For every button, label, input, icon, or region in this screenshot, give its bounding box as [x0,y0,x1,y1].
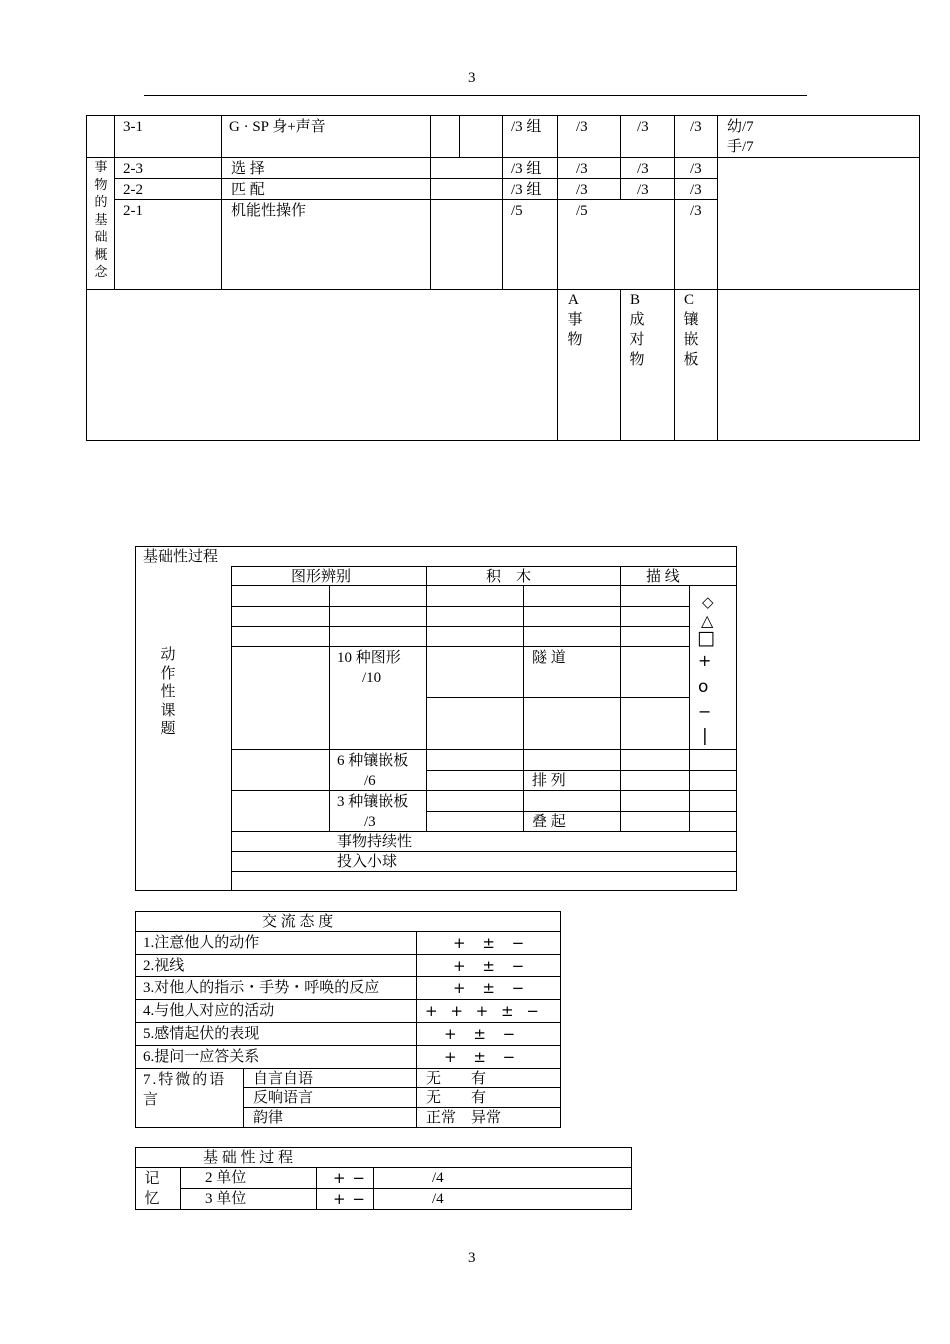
lang-row-3-value: 正常 异常 [426,1110,502,1126]
shapes-10-score: /10 [362,670,382,686]
row-2-3-code: 2-3 [123,161,143,177]
attitude-row-1-label: 1.注意他人的动作 [143,935,260,951]
motor-task-side-label: 动作性课题 [160,647,176,737]
arrange-label: 排 列 [532,773,566,789]
row-2-2-score-1: /3 组 [511,182,542,198]
inlay-3-score: /3 [364,814,376,830]
inlay-6-label: 6 种镶嵌板 [337,753,409,769]
header-rule [144,95,807,96]
row-3-1-note-2: 手/7 [727,139,754,155]
col-c-letter: C [684,292,695,308]
memory-row-2-score: /4 [432,1191,444,1207]
row-2-3-name: 选 择 [231,161,265,177]
lang-row-2-item: 反响语言 [253,1090,314,1106]
memory-row-1-score: /4 [432,1170,444,1186]
attitude-row-3-label: 3.对他人的指示・手势・呼唤的反应 [143,980,380,996]
row-3-1-name: G · SP 身+声音 [229,119,326,135]
col-c-text: 镶嵌板 [683,312,699,368]
attitude-row-6-label: 6.提问一应答关系 [143,1049,260,1065]
memory-row-2-item: 3 单位 [205,1191,247,1207]
footer-page-number: 3 [468,1250,476,1266]
minus-icon: − [698,702,712,721]
memory-row-1-item: 2 单位 [205,1170,247,1186]
insert-ball-label: 投入小球 [337,854,398,870]
shapes-10-label: 10 种图形 [337,650,401,666]
inlay-6-score: /6 [364,773,376,789]
row-2-3-score-4: /3 [690,161,702,177]
basic-concept-side-label: 事物的基础概念 [94,159,108,279]
lang-row-3-item: 韵律 [253,1110,284,1126]
row-3-1-score-1: /3 组 [511,119,542,135]
shape-discrimination-header: 图形辨别 [291,569,352,585]
row-3-1-score-4: /3 [690,119,702,135]
lang-row-1-value: 无 有 [426,1071,487,1087]
row-2-3-score-3: /3 [637,161,649,177]
row-2-2-score-3: /3 [637,182,649,198]
blocks-header: 积 木 [486,569,532,585]
col-b-letter: B [630,292,641,308]
col-b-text: 成对物 [629,312,645,368]
row-3-1-score-2: /3 [576,119,588,135]
row-2-3-score-1: /3 组 [511,161,542,177]
col-a-letter: A [568,292,579,308]
attitude-row-5-label: 5.感情起伏的表现 [143,1026,260,1042]
memory-row-1-sign: + − [333,1169,365,1187]
row-2-1-code: 2-1 [123,203,143,219]
tracing-header: 描 线 [646,569,680,585]
diamond-icon: ◇ [702,593,714,611]
language-feature-label: 7.特微的语言 [143,1072,227,1108]
table2-title: 基础性过程 [143,549,219,565]
stack-label: 叠 起 [532,814,566,830]
attitude-row-4-label: 4.与他人对应的活动 [143,1003,275,1019]
inlay-3-label: 3 种镶嵌板 [337,794,409,810]
attitude-row-5-rating: + ± − [444,1025,516,1043]
row-2-1-score-4: /3 [690,203,702,219]
attitude-row-2-label: 2.视线 [143,958,185,974]
row-2-1-name: 机能性操作 [231,203,307,219]
row-2-1-score-1: /5 [511,203,523,219]
row-2-2-score-2: /3 [576,182,588,198]
row-3-1-note-1: 幼/7 [727,119,754,135]
lang-row-1-item: 自言自语 [253,1071,314,1087]
lang-row-2-value: 无 有 [426,1090,487,1106]
header-page-number: 3 [468,70,476,86]
attitude-row-4-rating: + + + ± − [425,1002,539,1020]
row-2-2-name: 匹 配 [231,182,265,198]
memory-side-label: 记忆 [144,1171,160,1207]
row-2-1-score-2: /5 [576,203,588,219]
object-permanence-label: 事物持续性 [337,834,413,850]
circle-icon: o [698,677,709,697]
row-2-2-score-4: /3 [690,182,702,198]
triangle-icon: △ [701,611,714,630]
col-a-text: 事物 [567,312,583,348]
memory-row-2-sign: + − [333,1190,365,1208]
table3-title: 交 流 态 度 [262,914,334,930]
attitude-row-3-rating: + ± − [453,979,525,997]
table4-title: 基 础 性 过 程 [203,1150,294,1166]
row-2-3-score-2: /3 [576,161,588,177]
tunnel-label: 隧 道 [532,650,566,666]
attitude-row-1-rating: + ± − [453,934,525,952]
attitude-row-2-rating: + ± − [453,957,525,975]
attitude-row-6-rating: + ± − [444,1048,516,1066]
row-2-2-code: 2-2 [123,182,143,198]
plus-icon: + [698,651,712,670]
square-icon: □ [697,627,715,649]
row-3-1-score-3: /3 [637,119,649,135]
vertical-line-icon: | [702,726,708,746]
row-3-1-code: 3-1 [123,119,143,135]
